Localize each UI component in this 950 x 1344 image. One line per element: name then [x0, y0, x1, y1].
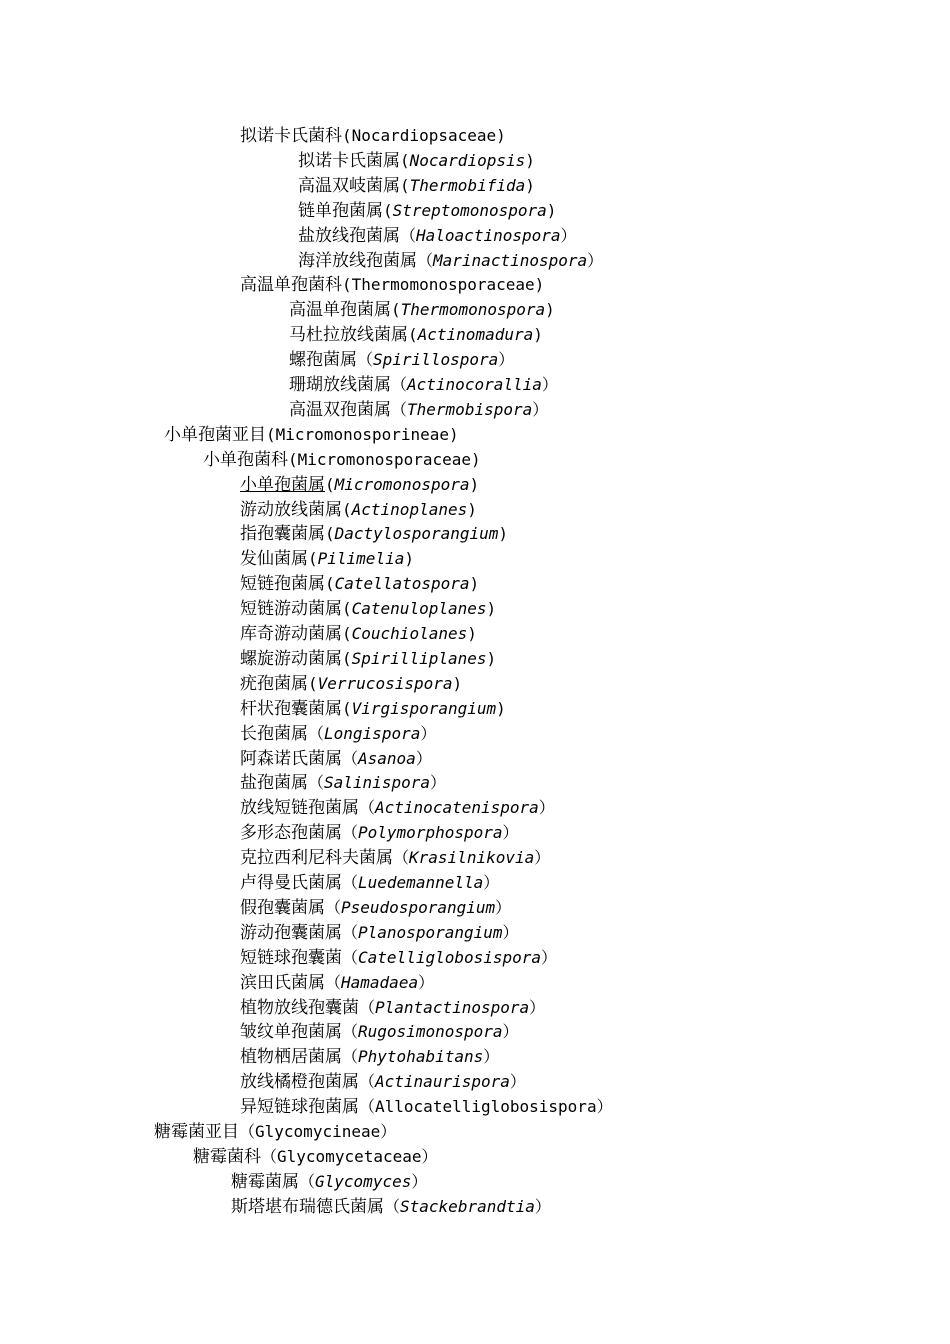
taxon-line [289, 373, 558, 398]
open-paren: （ [308, 723, 325, 743]
open-paren: ( [342, 126, 352, 145]
taxon-latin-name: Actinoplanes [351, 499, 468, 519]
taxon-chinese-name: 长孢菌属 [240, 723, 308, 744]
close-paren: ） [411, 1171, 428, 1191]
close-paren: ) [534, 275, 545, 295]
close-paren: ) [533, 325, 543, 345]
taxon-chinese-name: 皱纹单孢菌属 [240, 1022, 342, 1043]
open-paren: （ [359, 1072, 376, 1092]
close-paren: ） [534, 848, 551, 868]
open-paren: ( [391, 300, 401, 320]
open-paren: （ [342, 748, 359, 768]
close-paren: ） [483, 1047, 500, 1067]
taxon-latin-name: Longispora [324, 723, 421, 743]
close-paren: ） [534, 1196, 551, 1216]
taxon-chinese-name: 盐放线孢菌属 [298, 225, 400, 246]
taxon-line [289, 323, 543, 348]
close-paren: ） [418, 972, 435, 992]
taxon-line [240, 1070, 526, 1095]
taxon-chinese-name: 库奇游动菌属 [240, 624, 342, 644]
taxon-chinese-name: 克拉西利尼科夫菌属 [240, 848, 393, 869]
taxon-latin-name: Thermomonospora [400, 300, 546, 320]
taxon-line [240, 771, 446, 796]
close-paren: ） [421, 1146, 438, 1166]
open-paren: （ [308, 773, 325, 793]
close-paren: ) [496, 698, 506, 718]
open-paren: （ [391, 399, 408, 419]
close-paren: ） [538, 798, 555, 818]
taxon-latin-name: Streptomonospora [392, 200, 547, 220]
taxon-line [240, 622, 477, 647]
close-paren: ) [452, 673, 463, 693]
taxon-latin-name: Glycomyces [315, 1171, 412, 1191]
taxon-latin-name: Catelliglobosispora [358, 947, 542, 967]
close-paren: ） [509, 1072, 526, 1092]
taxon-latin-name: Actinocorallia [407, 375, 542, 394]
taxon-latin-name: Stackebrandtia [400, 1196, 535, 1216]
open-paren: （ [342, 873, 359, 892]
taxon-chinese-name: 指孢囊菌属 [240, 524, 325, 545]
taxon-line [231, 1195, 551, 1220]
close-paren: ) [498, 524, 509, 544]
taxon-chinese-name: 糖霉菌科 [193, 1146, 261, 1167]
close-paren: ) [469, 474, 480, 494]
taxon-chinese-name: 疣孢菌属 [240, 673, 308, 694]
taxon-line [164, 423, 459, 448]
taxon-chinese-name: 阿森诺氏菌属 [240, 748, 342, 769]
taxon-latin-name: Verrucosispora [317, 673, 453, 693]
taxon-latin-name: Planosporangium [358, 922, 503, 942]
open-paren: （ [391, 375, 408, 394]
close-paren: ) [525, 175, 535, 195]
taxon-latin-name: Thermobifida [409, 175, 526, 195]
taxon-latin-name: Hamadaea [341, 972, 419, 992]
close-paren: ) [486, 648, 497, 668]
close-paren: ） [498, 350, 515, 370]
open-paren: ( [400, 175, 410, 195]
open-paren: （ [393, 848, 410, 868]
taxon-latin-name: Plantactinospora [375, 997, 530, 1017]
taxon-chinese-name: 高温双岐菌属 [298, 175, 400, 196]
taxon-line [289, 298, 555, 323]
open-paren: （ [359, 1097, 376, 1117]
taxon-chinese-name: 发仙菌属 [240, 549, 308, 570]
open-paren: （ [325, 972, 342, 992]
close-paren: ) [546, 200, 557, 220]
taxon-latin-name: Pilimelia [317, 549, 405, 569]
open-paren: （ [342, 1022, 359, 1042]
open-paren: （ [342, 922, 359, 942]
taxon-latin-name: Nocardiopsis [409, 150, 526, 170]
taxon-latin-name: Catellatospora [334, 574, 470, 594]
taxon-chinese-name: 滨田氏菌属 [240, 972, 325, 993]
taxon-latin-name: Glycomycineae [255, 1122, 381, 1141]
open-paren: （ [342, 823, 359, 843]
taxon-line [240, 647, 496, 672]
open-paren: （ [325, 897, 342, 917]
close-paren: ) [467, 499, 477, 519]
taxon-line [240, 547, 414, 572]
taxon-line [240, 473, 479, 498]
open-paren: ( [342, 648, 352, 668]
taxon-latin-name: Spirillospora [373, 350, 499, 370]
taxon-line [203, 448, 481, 473]
taxon-line [240, 124, 506, 149]
taxon-line [298, 249, 603, 274]
close-paren: ) [471, 449, 481, 469]
taxon-line [240, 946, 557, 971]
taxon-chinese-name: 短链游动菌属 [240, 599, 342, 620]
taxon-latin-name: Nocardiopsaceae [351, 126, 497, 145]
open-paren: ( [342, 499, 352, 519]
taxon-line [240, 722, 436, 747]
taxon-line [240, 921, 519, 946]
taxon-latin-name: Actinaurispora [375, 1072, 510, 1092]
taxon-chinese-name: 高温双孢菌属 [289, 399, 391, 420]
taxon-latin-name: Micromonospora [334, 474, 470, 494]
taxon-line [240, 597, 496, 622]
taxon-chinese-name: 马杜拉放线菌属 [289, 325, 408, 346]
open-paren: ( [266, 424, 276, 444]
taxon-line [240, 1095, 613, 1120]
taxon-chinese-name: 拟诺卡氏菌科 [240, 126, 342, 146]
taxon-line [289, 348, 514, 373]
taxon-chinese-name: 小单孢菌属 [240, 474, 325, 495]
open-paren: ( [342, 599, 352, 619]
close-paren: ） [502, 823, 519, 843]
taxon-line [298, 199, 556, 224]
taxon-chinese-name: 游动孢囊菌属 [240, 922, 342, 943]
open-paren: ( [288, 449, 298, 469]
open-paren: （ [357, 350, 374, 370]
open-paren: ( [342, 275, 352, 295]
close-paren: ） [587, 250, 604, 270]
taxon-chinese-name: 杆状孢囊菌属 [240, 698, 342, 719]
close-paren: ） [502, 1022, 519, 1042]
taxon-latin-name: Luedemannella [358, 873, 484, 892]
taxon-line [240, 747, 432, 772]
taxon-line [240, 996, 545, 1021]
taxon-line [240, 1045, 499, 1070]
taxon-latin-name: Couchiolanes [351, 624, 468, 643]
taxon-latin-name: Actinomadura [417, 325, 534, 345]
taxon-chinese-name: 异短链球孢菌属 [240, 1097, 359, 1118]
taxon-line [240, 796, 555, 821]
close-paren: ） [560, 225, 577, 245]
open-paren: ( [325, 474, 335, 494]
open-paren: （ [400, 225, 417, 245]
open-paren: ( [342, 624, 352, 643]
open-paren: （ [359, 997, 376, 1017]
close-paren: ） [502, 922, 519, 942]
taxon-line [240, 871, 499, 896]
taxon-chinese-name: 植物放线孢囊菌 [240, 997, 359, 1018]
open-paren: ( [325, 574, 335, 594]
taxon-line [240, 697, 506, 722]
taxon-latin-name: Spirilliplanes [351, 648, 487, 668]
taxon-line [193, 1145, 438, 1170]
taxon-line [240, 672, 462, 697]
taxon-latin-name: Polymorphospora [358, 823, 503, 843]
open-paren: ( [400, 150, 410, 170]
close-paren: ) [467, 624, 477, 643]
taxon-chinese-name: 珊瑚放线菌属 [289, 375, 391, 395]
close-paren: ） [495, 897, 512, 917]
taxon-line [240, 821, 519, 846]
close-paren: ） [429, 773, 446, 793]
taxon-latin-name: Micromonosporaceae [297, 449, 472, 469]
taxon-chinese-name: 放线短链孢菌属 [240, 798, 359, 819]
open-paren: ( [408, 325, 418, 345]
taxon-line [240, 522, 508, 547]
open-paren: （ [239, 1122, 256, 1141]
taxon-line [298, 149, 535, 174]
taxon-chinese-name: 植物栖居菌属 [240, 1047, 342, 1068]
taxon-line [289, 398, 548, 423]
taxon-chinese-name: 卢得曼氏菌属 [240, 873, 342, 893]
taxon-line [240, 273, 544, 298]
taxon-chinese-name: 高温单孢菌属 [289, 300, 391, 321]
open-paren: （ [359, 798, 376, 818]
taxon-latin-name: Actinocatenispora [375, 798, 539, 818]
taxon-chinese-name: 盐孢菌属 [240, 773, 308, 794]
taxon-latin-name: Salinispora [324, 773, 430, 793]
taxon-latin-name: Micromonosporineae [275, 424, 450, 444]
taxon-latin-name: Haloactinospora [416, 225, 561, 245]
taxon-chinese-name: 拟诺卡氏菌属 [298, 150, 400, 171]
open-paren: （ [342, 1047, 359, 1067]
taxon-latin-name: Asanoa [358, 748, 416, 768]
taxon-chinese-name: 链单孢菌属 [298, 200, 383, 221]
taxon-line [240, 846, 550, 871]
open-paren: ( [308, 673, 318, 693]
open-paren: （ [342, 947, 359, 967]
open-paren: ( [342, 698, 352, 718]
taxon-chinese-name: 短链孢菌属 [240, 574, 325, 595]
taxon-chinese-name: 多形态孢菌属 [240, 823, 342, 844]
close-paren: ) [449, 424, 459, 444]
taxon-latin-name: Phytohabitans [358, 1047, 484, 1067]
open-paren: ( [383, 200, 393, 220]
close-paren: ） [541, 947, 558, 967]
close-paren: ) [486, 599, 497, 619]
taxon-chinese-name: 小单孢菌亚目 [164, 424, 266, 445]
taxon-chinese-name: 游动放线菌属 [240, 499, 342, 520]
close-paren: ） [596, 1097, 613, 1117]
open-paren: （ [299, 1171, 316, 1191]
close-paren: ) [496, 126, 506, 145]
open-paren: （ [261, 1146, 278, 1166]
close-paren: ） [532, 399, 549, 419]
close-paren: ） [415, 748, 432, 768]
taxon-line [298, 174, 535, 199]
open-paren: ( [325, 524, 335, 544]
taxon-latin-name: Thermobispora [407, 399, 533, 419]
taxon-line [240, 896, 511, 921]
taxon-latin-name: Pseudosporangium [341, 897, 496, 917]
taxon-latin-name: Marinactinospora [433, 250, 588, 270]
taxon-latin-name: Rugosimonospora [358, 1022, 503, 1042]
taxon-chinese-name: 小单孢菌科 [203, 449, 288, 470]
taxon-chinese-name: 糖霉菌属 [231, 1171, 299, 1192]
taxon-chinese-name: 海洋放线孢菌属 [298, 250, 417, 271]
taxon-chinese-name: 糖霉菌亚目 [154, 1122, 239, 1142]
taxon-line [298, 224, 577, 249]
taxon-chinese-name: 放线橘橙孢菌属 [240, 1072, 359, 1093]
close-paren: ） [420, 723, 437, 743]
close-paren: ) [469, 574, 480, 594]
taxon-latin-name: Thermomonosporaceae [351, 275, 535, 295]
taxon-line [240, 971, 434, 996]
close-paren: ) [525, 150, 535, 170]
taxon-latin-name: Catenuloplanes [351, 599, 487, 619]
taxon-line [154, 1120, 396, 1145]
taxon-line [240, 572, 479, 597]
close-paren: ) [404, 549, 414, 569]
open-paren: （ [384, 1196, 401, 1216]
taxon-latin-name: Dactylosporangium [334, 524, 499, 544]
taxon-chinese-name: 假孢囊菌属 [240, 897, 325, 918]
taxon-chinese-name: 短链球孢囊菌 [240, 947, 342, 968]
taxon-latin-name: Virgisporangium [351, 698, 497, 718]
taxon-chinese-name: 高温单孢菌科 [240, 275, 342, 296]
taxon-latin-name: Glycomycetaceae [277, 1146, 422, 1166]
taxon-chinese-name: 螺孢菌属 [289, 350, 357, 371]
open-paren: （ [417, 250, 434, 270]
close-paren: ） [529, 997, 546, 1017]
close-paren: ） [380, 1122, 397, 1141]
close-paren: ) [545, 300, 555, 320]
taxon-latin-name: Allocatelliglobosispora [375, 1097, 597, 1117]
taxon-chinese-name: 螺旋游动菌属 [240, 648, 342, 669]
taxon-latin-name: Krasilnikovia [409, 848, 535, 868]
close-paren: ） [541, 375, 558, 394]
taxon-chinese-name: 斯塔堪布瑞德氏菌属 [231, 1196, 384, 1217]
close-paren: ） [483, 873, 500, 892]
taxon-line [240, 498, 477, 523]
taxon-line [231, 1170, 427, 1195]
open-paren: ( [308, 549, 318, 569]
taxon-line [240, 1020, 519, 1045]
